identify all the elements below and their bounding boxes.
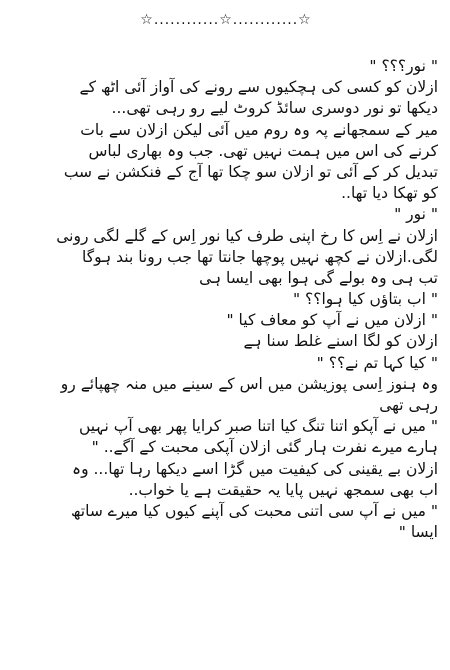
text-line: " ازلان میں نے آپ کو معاف کیا " — [226, 311, 438, 330]
text-line: " نور؟؟؟ " — [369, 57, 438, 75]
text-line: " اب بتاؤں کیا ہوا؟؟ " — [292, 290, 438, 309]
section-separator: ☆............☆............☆ — [140, 12, 312, 28]
text-line: " کیا کہا تم نے؟؟ " — [316, 353, 438, 372]
text-line: ازلان کو لگا اسنے غلط سنا ہے — [243, 332, 438, 351]
text-line: " میں نے آپکو اتنا تنگ کیا اتنا صبر کرایا پھر بھی آپ نہیں — [78, 417, 438, 436]
text-line: اب بھی سمجھ نہیں پایا یہ حقیقت ہے یا خواب.. — [128, 480, 438, 499]
text-line: وہ ہنوز اِسی پوزیشن میں اس کے سینے میں منہ چھپائے رو — [60, 374, 438, 393]
text-line: ایسا " — [398, 523, 438, 542]
text-line: لگی.ازلان نے کچھ نہیں پوچھا جانتا تھا جب رونا بند ہوگا — [82, 247, 438, 266]
text-line: تبدیل کر کے آئی تو ازلان سو چکا تھا آج کے فنکشن نے سب — [63, 162, 438, 181]
text-line: کرنے کی اس میں ہمت نہیں تھی. جب وہ بھاری لباس — [88, 141, 438, 160]
text-line: ازلان بے یقینی کی کیفیت میں گڑا اسے دیکھا رہا تھا... وہ — [72, 459, 438, 478]
text-line: میر کے سمجھانے پہ وہ روم میں آئی لیکن ازلان سے بات — [80, 120, 438, 139]
text-line: " نور " — [394, 205, 438, 224]
text-line: دیکھا تو نور دوسری سائڈ کروٹ لیے رو رہی تھی... — [111, 99, 438, 118]
text-line: ہارے میرے نفرت ہار گئی ازلان آپکی محبت کے آگے.. " — [91, 438, 438, 457]
text-line: رہی تھی — [379, 396, 438, 414]
text-line: کو تھکا دیا تھا.. — [341, 184, 438, 203]
story-text — [14, 56, 438, 543]
text-line: ازلان کو کسی کی ہچکیوں سے رونے کی آواز آئی اٹھ کے — [79, 78, 438, 97]
text-line: تب ہی وہ بولے گی ہوا بھی ایسا ہی — [199, 268, 438, 287]
text-line: " میں نے آپ سی اتنی محبت کی آپنے کیوں کیا میرے ساتھ — [71, 501, 438, 520]
text-line: ازلان نے اِس کا رخ اپنی طرف کیا نور اِس کے گلے لگی رونی — [56, 226, 438, 245]
